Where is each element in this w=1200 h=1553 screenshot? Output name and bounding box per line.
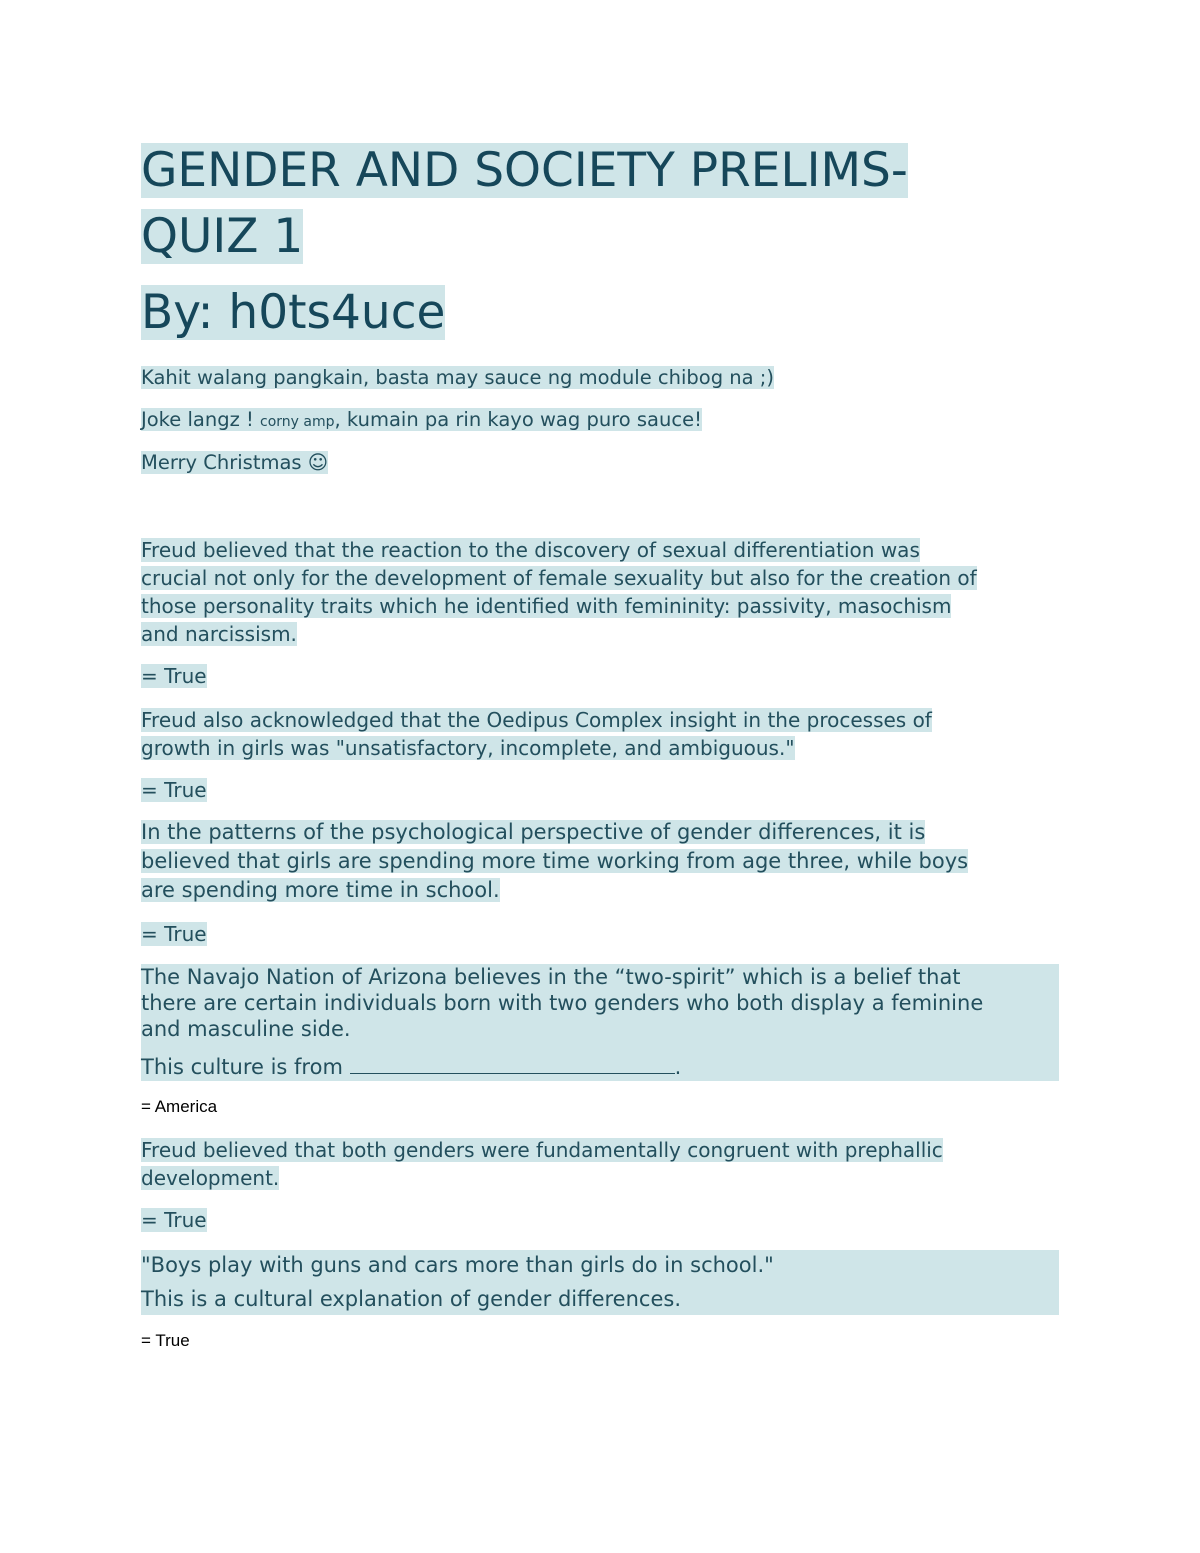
question-1-line: and narcissism. <box>141 622 297 646</box>
byline-text: By: h0ts4uce <box>141 285 446 340</box>
question-3-line: believed that girls are spending more time working from age three, while boys <box>141 849 969 873</box>
intro-line-3-text: Merry Christmas ☺ <box>141 451 329 474</box>
question-4-fill-prefix: This culture is from <box>141 1055 350 1079</box>
question-1-line: those personality traits which he identified with femininity: passivity, masochism <box>141 594 952 618</box>
answer-2 <box>141 776 207 804</box>
title-line-1: GENDER AND SOCIETY PRELIMS- <box>141 143 908 198</box>
intro-line-2-part-b: , kumain pa rin kayo wag puro sauce! <box>334 408 702 431</box>
answer-3-text: = True <box>141 922 207 946</box>
question-3 <box>141 818 968 905</box>
intro-line-2-part-a: Joke langz ! <box>141 408 261 431</box>
answer-4: = America <box>141 1097 218 1116</box>
fill-in-blank <box>350 1055 675 1074</box>
answer-1-text: = True <box>141 664 207 688</box>
question-4-fill-line <box>141 1054 1059 1080</box>
question-5 <box>141 1136 943 1192</box>
intro-line-2 <box>141 406 702 436</box>
question-4-line: and masculine side. <box>141 1017 351 1041</box>
question-2 <box>141 706 932 762</box>
answer-2-text: = True <box>141 778 207 802</box>
question-6 <box>141 1250 1059 1315</box>
document-title <box>141 138 1041 270</box>
answer-3 <box>141 920 207 948</box>
answer-1 <box>141 662 207 690</box>
intro-line-2-small: corny amp <box>260 414 335 430</box>
question-2-line: Freud also acknowledged that the Oedipus Complex insight in the processes of <box>141 708 932 732</box>
question-1-line: Freud believed that the reaction to the discovery of sexual differentiation was <box>141 538 920 562</box>
intro-line-3 <box>141 449 328 476</box>
answer-5 <box>141 1206 207 1234</box>
question-2-line: growth in girls was "unsatisfactory, incomplete, and ambiguous." <box>141 736 795 760</box>
question-3-line: are spending more time in school. <box>141 878 500 902</box>
question-4-line: there are certain individuals born with two genders who both display a feminine <box>141 991 984 1015</box>
question-4 <box>141 964 1059 1081</box>
intro-line-1 <box>141 364 774 391</box>
answer-6: = True <box>141 1331 190 1350</box>
question-3-line: In the patterns of the psychological perspective of gender differences, it is <box>141 820 926 844</box>
question-4-line: The Navajo Nation of Arizona believes in the “two-spirit” which is a belief that <box>141 965 961 989</box>
title-line-2: QUIZ 1 <box>141 209 304 264</box>
question-4-fill-suffix: . <box>674 1055 682 1079</box>
intro-line-2-text <box>141 408 702 431</box>
answer-5-text: = True <box>141 1208 207 1232</box>
question-5-line: Freud believed that both genders were fundamentally congruent with prephallic <box>141 1138 943 1162</box>
question-1 <box>141 536 977 648</box>
question-6-line: "Boys play with guns and cars more than girls do in school." <box>141 1253 774 1277</box>
question-1-line: crucial not only for the development of female sexuality but also for the creation of <box>141 566 977 590</box>
question-6-line-2: This is a cultural explanation of gender differences. <box>141 1287 681 1311</box>
author-byline <box>141 282 445 344</box>
question-5-line: development. <box>141 1166 280 1190</box>
intro-line-1-text: Kahit walang pangkain, basta may sauce ng module chibog na ;) <box>141 366 774 389</box>
